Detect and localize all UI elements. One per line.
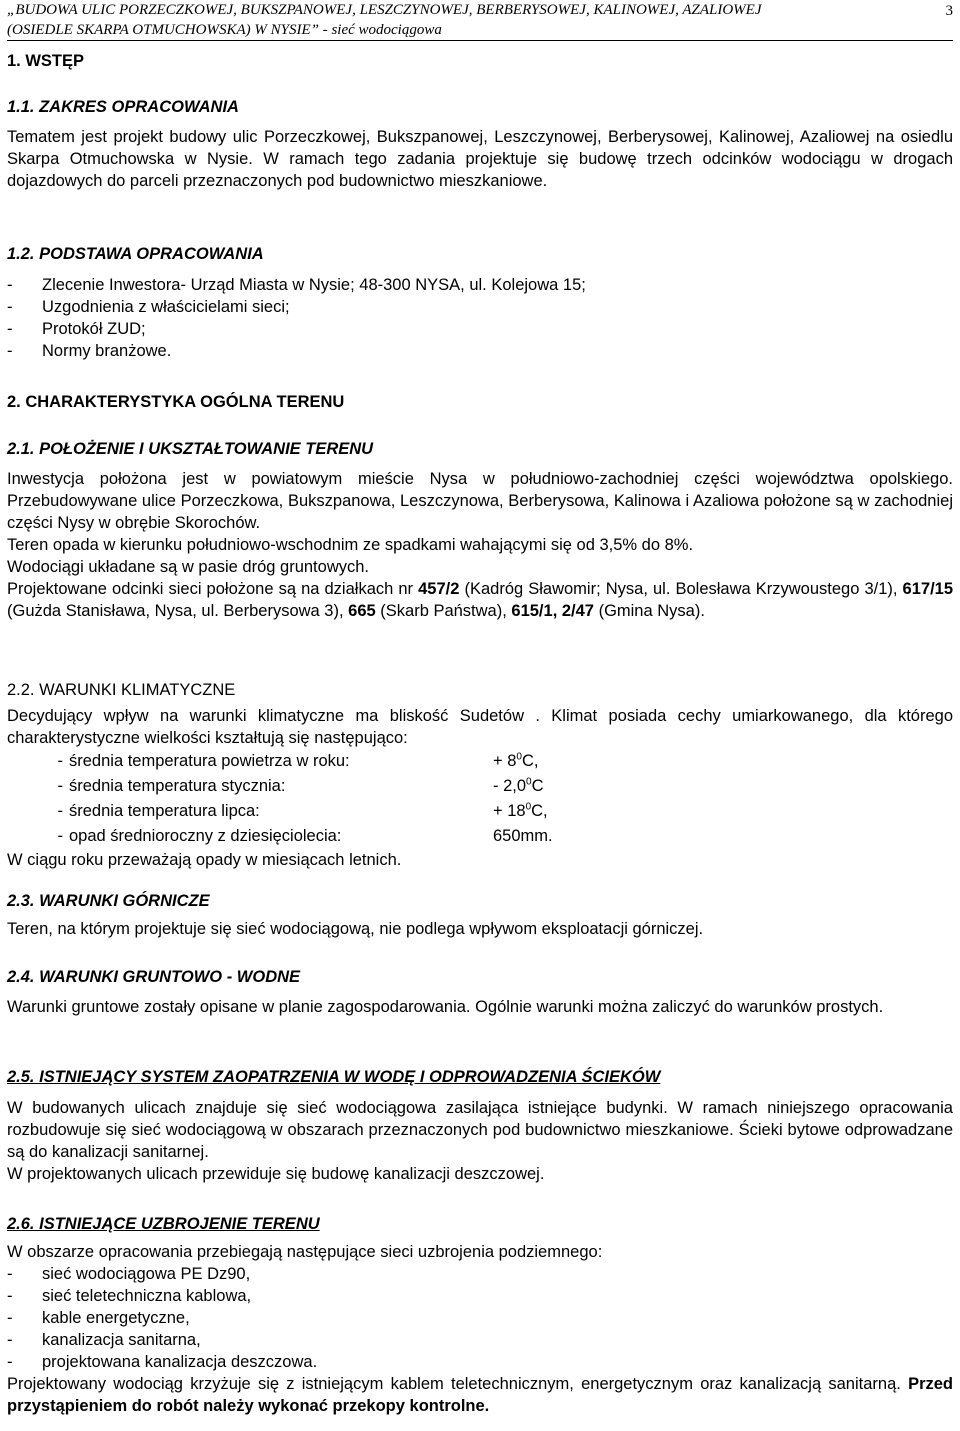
paragraph: Decydujący wpływ na warunki klimatyczne ma bliskość Sudetów . Klimat posiada cechy umiarkowanego, dla którego charakterystyczne wielkości kształtują się następująco: — [7, 707, 953, 747]
heading-2: 2. CHARAKTERYSTYKA OGÓLNA TERENU — [7, 393, 345, 411]
paragraph: W projektowanych ulicach przewiduje się budowę kanalizacji deszczowej. — [7, 1165, 545, 1183]
paragraph: W obszarze opracowania przebiegają następujące sieci uzbrojenia podziemnego: — [7, 1243, 603, 1261]
list-item: - Zlecenie Inwestora- Urząd Miasta w Nysie; 48-300 NYSA, ul. Kolejowa 15; — [7, 276, 586, 294]
heading-2-3: 2.3. WARUNKI GÓRNICZE — [7, 892, 210, 910]
paragraph: Teren opada w kierunku południowo-wschodnim ze spadkami wahającymi się od 3,5% do 8%. — [7, 536, 694, 554]
list-item: - sieć teletechniczna kablowa, — [7, 1287, 252, 1305]
heading-1-2: 1.2. PODSTAWA OPRACOWANIA — [7, 245, 264, 263]
section-2-5-body — [7, 1097, 953, 1185]
section-1-1-text: Tematem jest projekt budowy ulic Porzeczkowej, Bukszpanowej, Leszczynowej, Berberysowej, Kalinowej, Azaliowej na osiedlu Skarpa Otmuchowska w Nysie. W ramach tego zadania projektuje się budowę trzech odcinków wodociągu w drogach dojazdowych do parceli przeznaczonych pod budownictwo mieszkaniowe. — [7, 128, 953, 190]
list-item: - kable energetyczne, — [7, 1309, 190, 1327]
section-2-6-body — [7, 1241, 953, 1417]
list-item: - Normy branżowe. — [7, 342, 172, 360]
heading-1-wstep: 1. WSTĘP — [7, 52, 85, 70]
section-1-2-list — [7, 274, 953, 362]
heading-1-1: 1.1. ZAKRES OPRACOWANIA — [7, 98, 239, 116]
heading-2-1: 2.1. POŁOŻENIE I UKSZTAŁTOWANIE TERENU — [7, 440, 374, 458]
list-item: - kanalizacja sanitarna, — [7, 1331, 201, 1349]
header-line-2: (OSIEDLE SKARPA OTMUCHOWSKA) W NYSIE” - sieć wodociągowa — [7, 22, 442, 38]
heading-2-2: 2.2. WARUNKI KLIMATYCZNE — [7, 681, 236, 699]
paragraph: Wodociągi układane są w pasie dróg gruntowych. — [7, 558, 369, 576]
climate-table: - średnia temperatura powietrza w roku: + $8^0C$, - średnia temperatura stycznia: - $2,0^0C$ - średnia temperatura lipca: + $18^0C$, - opad średnioroczny z dziesięciolecia: 650mm. — [57, 751, 553, 845]
section-2-3-text: Teren, na którym projektuje się sieć wodociągową, nie podlega wpływom eksploatacji górniczej. — [7, 920, 704, 938]
heading-2-4: 2.4. WARUNKI GRUNTOWO - WODNE — [7, 968, 301, 986]
list-item: - projektowana kanalizacja deszczowa. — [7, 1353, 318, 1371]
list-item: - Uzgodnienia z właścicielami sieci; — [7, 298, 290, 316]
paragraph: W ciągu roku przeważają opady w miesiącach letnich. — [7, 851, 402, 869]
page-number: 3 — [945, 3, 953, 19]
paragraph-parcels: Projektowane odcinki sieci położone są na działkach nr 457/2 (Kadróg Sławomir; Nysa, ul. Bolesława Krzywoustego 3/1), 617/15 (Gużda Stanisława, Nysa, ul. Berberysowa 3), 665 (Skarb Państwa), 615/1, 2/47 (Gmina Nysa). — [7, 580, 954, 620]
paragraph-final: Projektowany wodociąg krzyżuje się z istniejącym kablem teletechnicznym, energetycznym oraz kanalizacją sanitarną. Przed przystąpieniem do robót należy wykonać przekopy kontrolne. — [7, 1375, 953, 1415]
list-item: - sieć wodociągowa PE Dz90, — [7, 1265, 251, 1283]
heading-2-5: 2.5. ISTNIEJĄCY SYSTEM ZAOPATRZENIA W WODĘ I ODPROWADZENIA ŚCIEKÓW — [7, 1068, 661, 1086]
paragraph: W budowanych ulicach znajduje się sieć wodociągowa zasilająca istniejące budynki. W ramach niniejszego opracowania rozbudowuje się sieć wodociągową w obszarach przeznaczonych pod budownictwo mieszkaniowe. Ścieki bytowe odprowadzane są do kanalizacji sanitarnej. — [7, 1099, 953, 1161]
document-page — [7, 0, 954, 1415]
heading-2-6: 2.6. ISTNIEJĄCE UZBROJENIE TERENU — [7, 1215, 320, 1233]
header-line-1: „BUDOWA ULIC PORZECZKOWEJ, BUKSZPANOWEJ, LESZCZYNOWEJ, BERBERYSOWEJ, KALINOWEJ, AZALIOWEJ — [7, 2, 762, 18]
page-header — [7, 0, 953, 41]
list-item: - Protokół ZUD; — [7, 320, 146, 338]
section-2-1-body — [7, 468, 953, 622]
section-2-2-body — [7, 705, 953, 871]
utilities-list — [7, 1263, 953, 1373]
paragraph: Inwestycja położona jest w powiatowym mieście Nysa w południowo-zachodniej części województwa opolskiego. Przebudowywane ulice Porzeczkowa, Bukszpanowa, Leszczynowa, Berberysowa, Kalinowa i Azaliowa położone są w zachodniej części Nysy w obrębie Skorochów. — [7, 470, 953, 532]
section-2-4-text: Warunki gruntowe zostały opisane w planie zagospodarowania. Ogólnie warunki można zaliczyć do warunków prostych. — [7, 998, 884, 1016]
